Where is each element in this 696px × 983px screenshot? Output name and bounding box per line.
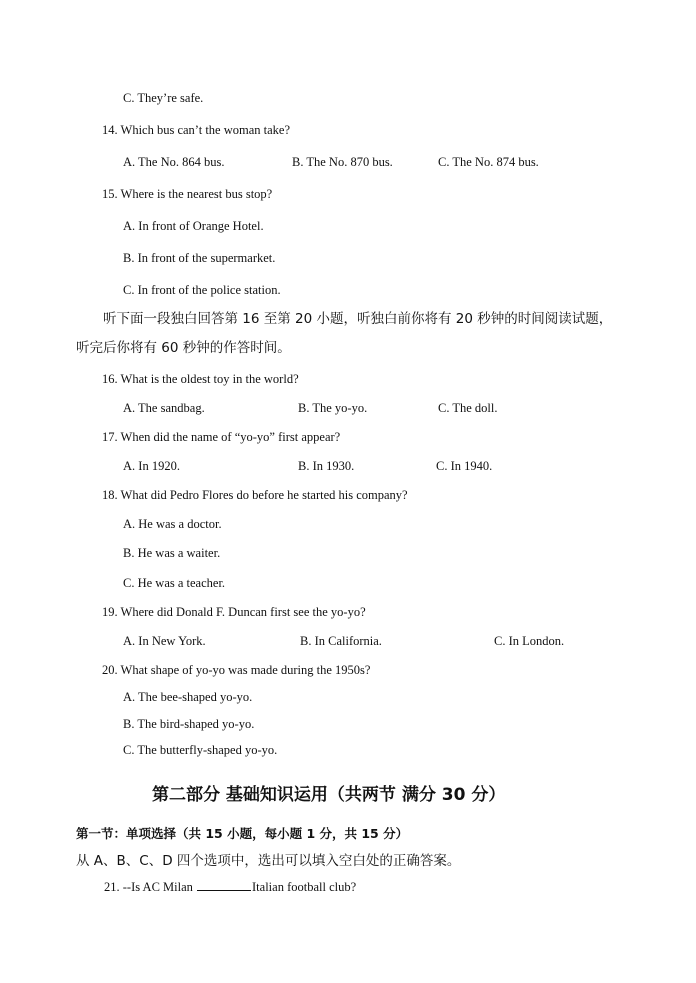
q18-option-b: B. He was a waiter. — [123, 546, 221, 560]
q18-stem: 18. What did Pedro Flores do before he started his company? — [102, 488, 408, 502]
q17-option-c: C. In 1940. — [436, 459, 493, 473]
q15-stem: 15. Where is the nearest bus stop? — [102, 187, 273, 201]
q16-option-c: C. The doll. — [438, 401, 498, 415]
section1-directions: 从 A、B、C、D 四个选项中，选出可以填入空白处的正确答案。 — [76, 853, 461, 869]
q17-option-b: B. In 1930. — [298, 459, 355, 473]
q17-option-a: A. In 1920. — [123, 459, 180, 473]
q14-stem: 14. Which bus can’t the woman take? — [102, 123, 291, 137]
q16-option-a: A. The sandbag. — [123, 401, 205, 415]
q19-option-a: A. In New York. — [123, 634, 206, 648]
q19-option-c: C. In London. — [494, 634, 565, 648]
q21-stem — [104, 879, 356, 895]
instruction-line-2: 听完后你将有 60 秒钟的作答时间。 — [76, 340, 291, 356]
instruction-line-1: 听下面一段独白回答第 16 至第 20 小题，听独白前你将有 20 秒钟的时间阅读试题， — [103, 311, 613, 327]
q14-option-c: C. The No. 874 bus. — [438, 155, 539, 169]
q20-stem: 20. What shape of yo-yo was made during the 1950s? — [102, 663, 371, 677]
section1-heading: 第一节：单项选择（共 15 小题，每小题 1 分，共 15 分） — [76, 826, 409, 841]
q21-stem-after: Italian football club? — [252, 880, 357, 894]
q17-stem: 17. When did the name of “yo-yo” first appear? — [102, 430, 341, 444]
q18-option-c: C. He was a teacher. — [123, 576, 226, 590]
q20-option-b: B. The bird-shaped yo-yo. — [123, 717, 255, 731]
q20-option-c: C. The butterfly-shaped yo-yo. — [123, 743, 278, 757]
q14-option-b: B. The No. 870 bus. — [292, 155, 393, 169]
q14-option-a: A. The No. 864 bus. — [123, 155, 225, 169]
q16-stem: 16. What is the oldest toy in the world? — [102, 372, 299, 386]
q21-answer-blank — [197, 879, 251, 891]
q15-option-b: B. In front of the supermarket. — [123, 251, 276, 265]
q20-option-a: A. The bee-shaped yo-yo. — [123, 690, 253, 704]
q15-option-c: C. In front of the police station. — [123, 283, 281, 297]
q18-option-a: A. He was a doctor. — [123, 517, 222, 531]
part2-title: 第二部分 基础知识运用（共两节 满分 30 分） — [152, 785, 506, 805]
q13-option-c: C. They’re safe. — [123, 91, 204, 105]
q16-option-b: B. The yo-yo. — [298, 401, 368, 415]
q19-stem: 19. Where did Donald F. Duncan first see the yo-yo? — [102, 605, 366, 619]
q21-stem-before: 21. --Is AC Milan — [104, 880, 193, 894]
q19-option-b: B. In California. — [300, 634, 382, 648]
q15-option-a: A. In front of Orange Hotel. — [123, 219, 264, 233]
